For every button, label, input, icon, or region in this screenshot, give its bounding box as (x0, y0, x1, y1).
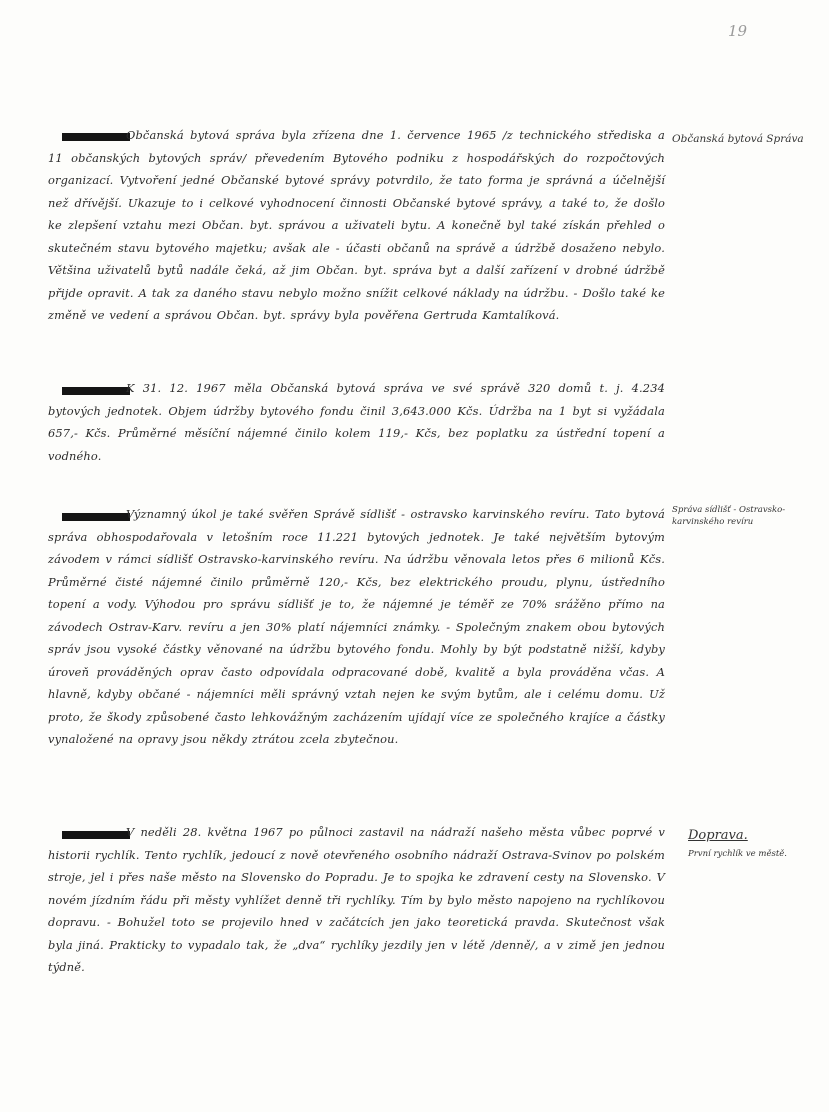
margin-note: Občanská bytová Správa (672, 133, 804, 145)
page-number: 19 (728, 22, 748, 40)
paragraph-text: Významný úkol je také svěřen Správě sídlišť - ostravsko karvinského revíru. Tato bytová správa obhospodařovala v letošním roce 11.221 bytových jednotek. Je také největším bytovým závodem v rámci sídlišť Ostravsko-karvinského revíru. Na údržbu věnovala letos přes 6 milionů Kčs. Průměrné čisté nájemné činilo průměrně 120,- Kčs, bez elektrického proudu, plynu, ústředního topení a vody. Výhodou pro správu sídlišť je to, že nájemné je téměř ze 70% srážěno přímo na závodech Ostrav-Karv. revíru a jen 30% platí nájemníci známky. - Společným znakem obou bytových správ jsou vysoké částky věnované na údržbu bytového fondu. Mohly by být podstatně nižší, kdyby úroveň prováděných oprav často odpovídala odpracované době, kvalitě a byla prováděna včas. A hlavně, kdyby občané - nájemníci měli správný vztah nejen ke svým bytům, ale i celému domu. Už proto, že škody způsobené často lehkovážným zacházením ujídají více ze společného krajíce a částky vynaložené na opravy jsou někdy ztrátou zcela zbytečnou. (48, 507, 665, 746)
margin-note: První rychlík ve městě. (688, 849, 788, 859)
paragraph-text: Občanská bytová správa byla zřízena dne 1. července 1965 /z technického střediska a 11 občanských bytových správ/ převedením Bytového podniku z hospodářských do rozpočtových organizací. Vytvoření jedné Občanské bytové správy potvrdilo, že tato forma je správná a účelnější než dřívější. Ukazuje to i celkové vyhodnocení činnosti Občanské bytové správy, a také to, že došlo ke zlepšení vztahu mezi Občan. byt. správou a uživateli bytu. A konečně byl také získán přehled o skutečném stavu bytového majetku; avšak ale - účasti občanů na správě a údržbě dosaženo nebylo. Většina uživatelů bytů nadále čeká, až jim Občan. byt. správa byt a další zařízení v drobné údržbě přijde opravit. A tak za daného stavu nebylo možno snížit celkové náklady na údržbu. - Došlo také ke změně ve vedení a správou Občan. byt. správy byla pověřena Gertruda Kamtalíková. (48, 128, 665, 322)
paragraph-text: V neděli 28. května 1967 po půlnoci zastavil na nádraží našeho města vůbec poprvé v historii rychlík. Tento rychlík, jedoucí z nově otevřeného osobního nádraží Ostrava-Svinov po polském stroje, jel i přes naše město na Slovensko do Popradu. Je to spojka ke zdravení cesty na Slovensko. V novém jízdním řádu při městy vyhlížet denně tři rychlíky. Tím by bylo město napojeno na rychlíkovou dopravu. - Bohužel toto se projevilo hned v začátcích jen jako teoretická pravda. Skutečnost však byla jiná. Prakticky to vypadalo tak, že „dva“ rychlíky jezdily jen v létě /denně/, a v zimě jen jednou týdně. (48, 825, 665, 974)
margin-note-heading: Doprava. (688, 828, 748, 843)
margin-note: Správa sídlišť - Ostravsko-karvinského revíru (672, 505, 786, 527)
paragraph-text: K 31. 12. 1967 měla Občanská bytová správa ve své správě 320 domů t. j. 4.234 bytových jednotek. Objem údržby bytového fondu činil 3,643.000 Kčs. Údržba na 1 byt si vyžádala 657,- Kčs. Průměrné měsíční nájemné činilo kolem 119,- Kčs, bez poplatku za ústřední topení a vodného. (48, 381, 665, 463)
